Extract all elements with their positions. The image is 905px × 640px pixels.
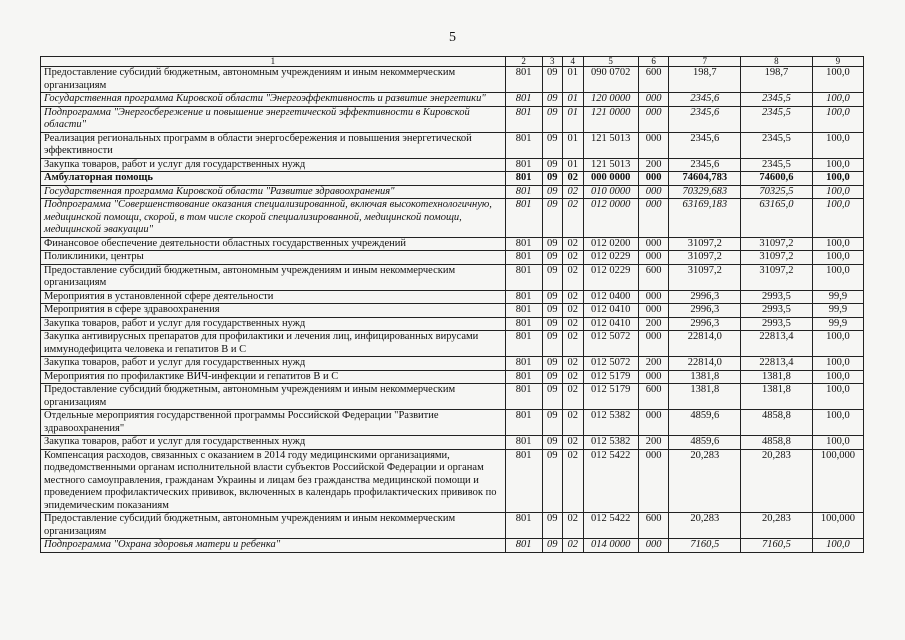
target-article-cell: 000 0000 (583, 172, 638, 186)
actual-amount-cell: 2345,5 (741, 106, 813, 132)
table-row (41, 304, 864, 318)
subsection-code-cell: 02 (563, 251, 583, 265)
section-code-cell: 09 (542, 513, 562, 539)
planned-amount-cell: 63169,183 (669, 199, 741, 238)
percent-cell: 99,9 (812, 304, 863, 318)
row-name-cell: Мероприятия в сфере здравоохранения (41, 304, 506, 318)
ministry-code-cell: 801 (505, 158, 542, 172)
actual-amount-cell: 20,283 (741, 513, 813, 539)
row-name-cell: Закупка антивирусных препаратов для профилактики и лечения лиц, инфицированных вирусами иммунодефицита человека и гепатитов В и С (41, 331, 506, 357)
percent-cell: 100,0 (812, 93, 863, 107)
percent-cell: 100,0 (812, 199, 863, 238)
row-name-cell: Подпрограмма "Совершенствование оказания специализированной, включая высокотехнологичную, медицинской помощи, скорой, в том числе скорой специализированной, медицинской помощи, медицинской эвакуации" (41, 199, 506, 238)
row-name-cell: Предоставление субсидий бюджетным, автономным учреждениям и иным некоммерческим организациям (41, 264, 506, 290)
actual-amount-cell: 4858,8 (741, 410, 813, 436)
expense-type-cell: 200 (638, 158, 669, 172)
percent-cell: 100,0 (812, 436, 863, 450)
planned-amount-cell: 2345,6 (669, 132, 741, 158)
actual-amount-cell: 2345,5 (741, 158, 813, 172)
ministry-code-cell: 801 (505, 331, 542, 357)
target-article-cell: 014 0000 (583, 539, 638, 553)
column-number-header: 4 (563, 57, 583, 67)
expense-type-cell: 000 (638, 449, 669, 513)
planned-amount-cell: 31097,2 (669, 237, 741, 251)
subsection-code-cell: 02 (563, 513, 583, 539)
row-name-cell: Предоставление субсидий бюджетным, автономным учреждениям и иным некоммерческим организациям (41, 384, 506, 410)
row-name-cell: Закупка товаров, работ и услуг для государственных нужд (41, 357, 506, 371)
planned-amount-cell: 2996,3 (669, 290, 741, 304)
ministry-code-cell: 801 (505, 93, 542, 107)
ministry-code-cell: 801 (505, 357, 542, 371)
row-name-cell: Мероприятия в установленной сфере деятельности (41, 290, 506, 304)
table-row (41, 317, 864, 331)
table-row (41, 106, 864, 132)
table-row (41, 290, 864, 304)
expense-type-cell: 000 (638, 331, 669, 357)
expense-type-cell: 000 (638, 304, 669, 318)
expense-type-cell: 600 (638, 67, 669, 93)
percent-cell: 100,0 (812, 132, 863, 158)
expense-type-cell: 000 (638, 106, 669, 132)
actual-amount-cell: 31097,2 (741, 264, 813, 290)
table-row (41, 251, 864, 265)
target-article-cell: 012 5179 (583, 384, 638, 410)
planned-amount-cell: 31097,2 (669, 251, 741, 265)
ministry-code-cell: 801 (505, 539, 542, 553)
table-row (41, 357, 864, 371)
table-row (41, 185, 864, 199)
ministry-code-cell: 801 (505, 199, 542, 238)
ministry-code-cell: 801 (505, 185, 542, 199)
expense-type-cell: 000 (638, 172, 669, 186)
target-article-cell: 012 0410 (583, 304, 638, 318)
target-article-cell: 012 0000 (583, 199, 638, 238)
actual-amount-cell: 31097,2 (741, 251, 813, 265)
row-name-cell: Закупка товаров, работ и услуг для государственных нужд (41, 317, 506, 331)
target-article-cell: 012 0400 (583, 290, 638, 304)
actual-amount-cell: 74600,6 (741, 172, 813, 186)
subsection-code-cell: 02 (563, 199, 583, 238)
percent-cell: 100,0 (812, 384, 863, 410)
section-code-cell: 09 (542, 410, 562, 436)
target-article-cell: 121 5013 (583, 158, 638, 172)
ministry-code-cell: 801 (505, 410, 542, 436)
planned-amount-cell: 70329,683 (669, 185, 741, 199)
planned-amount-cell: 4859,6 (669, 410, 741, 436)
planned-amount-cell: 74604,783 (669, 172, 741, 186)
section-code-cell: 09 (542, 67, 562, 93)
table-row (41, 370, 864, 384)
target-article-cell: 121 0000 (583, 106, 638, 132)
percent-cell: 100,0 (812, 410, 863, 436)
column-number-header: 2 (505, 57, 542, 67)
column-number-header: 1 (41, 57, 506, 67)
target-article-cell: 012 0229 (583, 264, 638, 290)
actual-amount-cell: 70325,5 (741, 185, 813, 199)
expense-type-cell: 200 (638, 357, 669, 371)
expense-type-cell: 200 (638, 436, 669, 450)
table-row (41, 172, 864, 186)
percent-cell: 100,0 (812, 370, 863, 384)
expense-type-cell: 000 (638, 93, 669, 107)
row-name-cell: Закупка товаров, работ и услуг для государственных нужд (41, 436, 506, 450)
table-row (41, 237, 864, 251)
table-row (41, 513, 864, 539)
actual-amount-cell: 63165,0 (741, 199, 813, 238)
target-article-cell: 010 0000 (583, 185, 638, 199)
expense-type-cell: 000 (638, 410, 669, 436)
row-name-cell: Компенсация расходов, связанных с оказанием в 2014 году медицинскими организациями, подведомственными органам исполнительной власти субъектов Российской Федерации и органам местного самоуправления, гражданам Украины и лицам без гражданства медицинской помощи и проведением профилактических прививок, включенных в календарь профилактических прививок по эпидемическим показаниям (41, 449, 506, 513)
expense-type-cell: 000 (638, 290, 669, 304)
column-number-header: 9 (812, 57, 863, 67)
subsection-code-cell: 02 (563, 384, 583, 410)
table-row (41, 158, 864, 172)
actual-amount-cell: 2345,5 (741, 93, 813, 107)
section-code-cell: 09 (542, 185, 562, 199)
column-number-header: 8 (741, 57, 813, 67)
planned-amount-cell: 2996,3 (669, 304, 741, 318)
subsection-code-cell: 02 (563, 172, 583, 186)
subsection-code-cell: 02 (563, 410, 583, 436)
section-code-cell: 09 (542, 304, 562, 318)
subsection-code-cell: 02 (563, 370, 583, 384)
row-name-cell: Предоставление субсидий бюджетным, автономным учреждениям и иным некоммерческим организациям (41, 513, 506, 539)
section-code-cell: 09 (542, 370, 562, 384)
section-code-cell: 09 (542, 172, 562, 186)
expense-type-cell: 600 (638, 264, 669, 290)
table-row (41, 67, 864, 93)
section-code-cell: 09 (542, 384, 562, 410)
subsection-code-cell: 02 (563, 185, 583, 199)
ministry-code-cell: 801 (505, 449, 542, 513)
row-name-cell: Поликлиники, центры (41, 251, 506, 265)
percent-cell: 100,0 (812, 331, 863, 357)
planned-amount-cell: 198,7 (669, 67, 741, 93)
ministry-code-cell: 801 (505, 106, 542, 132)
actual-amount-cell: 7160,5 (741, 539, 813, 553)
percent-cell: 99,9 (812, 290, 863, 304)
target-article-cell: 012 5382 (583, 410, 638, 436)
actual-amount-cell: 2993,5 (741, 317, 813, 331)
column-number-header: 3 (542, 57, 562, 67)
table-row (41, 539, 864, 553)
planned-amount-cell: 20,283 (669, 449, 741, 513)
table-row (41, 331, 864, 357)
target-article-cell: 012 5382 (583, 436, 638, 450)
section-code-cell: 09 (542, 106, 562, 132)
percent-cell: 100,0 (812, 158, 863, 172)
target-article-cell: 120 0000 (583, 93, 638, 107)
row-name-cell: Государственная программа Кировской области "Развитие здравоохранения" (41, 185, 506, 199)
actual-amount-cell: 22813,4 (741, 357, 813, 371)
ministry-code-cell: 801 (505, 172, 542, 186)
target-article-cell: 012 5072 (583, 357, 638, 371)
actual-amount-cell: 2993,5 (741, 304, 813, 318)
row-name-cell: Закупка товаров, работ и услуг для государственных нужд (41, 158, 506, 172)
row-name-cell: Финансовое обеспечение деятельности областных государственных учреждений (41, 237, 506, 251)
percent-cell: 100,000 (812, 449, 863, 513)
expense-type-cell: 200 (638, 317, 669, 331)
page-number: 5 (449, 30, 456, 45)
ministry-code-cell: 801 (505, 237, 542, 251)
table-body (41, 67, 864, 553)
actual-amount-cell: 1381,8 (741, 384, 813, 410)
actual-amount-cell: 20,283 (741, 449, 813, 513)
row-name-cell: Подпрограмма "Охрана здоровья матери и ребенка" (41, 539, 506, 553)
actual-amount-cell: 198,7 (741, 67, 813, 93)
table-row (41, 436, 864, 450)
section-code-cell: 09 (542, 357, 562, 371)
subsection-code-cell: 01 (563, 67, 583, 93)
column-number-header-row (41, 57, 864, 67)
subsection-code-cell: 02 (563, 357, 583, 371)
subsection-code-cell: 01 (563, 132, 583, 158)
section-code-cell: 09 (542, 317, 562, 331)
subsection-code-cell: 01 (563, 158, 583, 172)
section-code-cell: 09 (542, 251, 562, 265)
actual-amount-cell: 22813,4 (741, 331, 813, 357)
planned-amount-cell: 20,283 (669, 513, 741, 539)
actual-amount-cell: 31097,2 (741, 237, 813, 251)
expense-type-cell: 000 (638, 185, 669, 199)
percent-cell: 100,0 (812, 237, 863, 251)
planned-amount-cell: 2345,6 (669, 106, 741, 132)
budget-table (40, 56, 864, 553)
row-name-cell: Предоставление субсидий бюджетным, автономным учреждениям и иным некоммерческим организациям (41, 67, 506, 93)
expense-type-cell: 000 (638, 251, 669, 265)
expense-type-cell: 000 (638, 132, 669, 158)
ministry-code-cell: 801 (505, 436, 542, 450)
subsection-code-cell: 02 (563, 449, 583, 513)
actual-amount-cell: 2345,5 (741, 132, 813, 158)
section-code-cell: 09 (542, 199, 562, 238)
percent-cell: 100,0 (812, 106, 863, 132)
actual-amount-cell: 1381,8 (741, 370, 813, 384)
percent-cell: 100,000 (812, 513, 863, 539)
planned-amount-cell: 2345,6 (669, 93, 741, 107)
percent-cell: 100,0 (812, 357, 863, 371)
percent-cell: 100,0 (812, 67, 863, 93)
table-row (41, 132, 864, 158)
table-row (41, 93, 864, 107)
target-article-cell: 012 5072 (583, 331, 638, 357)
section-code-cell: 09 (542, 449, 562, 513)
section-code-cell: 09 (542, 539, 562, 553)
expense-type-cell: 000 (638, 539, 669, 553)
percent-cell: 100,0 (812, 185, 863, 199)
target-article-cell: 121 5013 (583, 132, 638, 158)
section-code-cell: 09 (542, 132, 562, 158)
section-code-cell: 09 (542, 264, 562, 290)
column-number-header: 7 (669, 57, 741, 67)
ministry-code-cell: 801 (505, 304, 542, 318)
planned-amount-cell: 2345,6 (669, 158, 741, 172)
target-article-cell: 090 0702 (583, 67, 638, 93)
expense-type-cell: 600 (638, 513, 669, 539)
planned-amount-cell: 22814,0 (669, 357, 741, 371)
target-article-cell: 012 0410 (583, 317, 638, 331)
planned-amount-cell: 22814,0 (669, 331, 741, 357)
subsection-code-cell: 02 (563, 264, 583, 290)
actual-amount-cell: 2993,5 (741, 290, 813, 304)
ministry-code-cell: 801 (505, 513, 542, 539)
target-article-cell: 012 0200 (583, 237, 638, 251)
row-name-cell: Подпрограмма "Энергосбережение и повышение энергетической эффективности в Кировской области" (41, 106, 506, 132)
table-row (41, 449, 864, 513)
row-name-cell: Отдельные мероприятия государственной программы Российской Федерации "Развитие здравоохранения" (41, 410, 506, 436)
ministry-code-cell: 801 (505, 370, 542, 384)
subsection-code-cell: 02 (563, 436, 583, 450)
planned-amount-cell: 31097,2 (669, 264, 741, 290)
subsection-code-cell: 02 (563, 331, 583, 357)
ministry-code-cell: 801 (505, 290, 542, 304)
section-code-cell: 09 (542, 158, 562, 172)
column-number-header: 6 (638, 57, 669, 67)
target-article-cell: 012 0229 (583, 251, 638, 265)
ministry-code-cell: 801 (505, 384, 542, 410)
percent-cell: 100,0 (812, 264, 863, 290)
percent-cell: 100,0 (812, 539, 863, 553)
percent-cell: 99,9 (812, 317, 863, 331)
ministry-code-cell: 801 (505, 317, 542, 331)
subsection-code-cell: 02 (563, 290, 583, 304)
subsection-code-cell: 02 (563, 317, 583, 331)
planned-amount-cell: 1381,8 (669, 384, 741, 410)
ministry-code-cell: 801 (505, 67, 542, 93)
percent-cell: 100,0 (812, 172, 863, 186)
expense-type-cell: 000 (638, 370, 669, 384)
subsection-code-cell: 02 (563, 539, 583, 553)
planned-amount-cell: 2996,3 (669, 317, 741, 331)
ministry-code-cell: 801 (505, 251, 542, 265)
section-code-cell: 09 (542, 237, 562, 251)
subsection-code-cell: 01 (563, 106, 583, 132)
row-name-cell: Государственная программа Кировской области "Энергоэффективность и развитие энергетики" (41, 93, 506, 107)
section-code-cell: 09 (542, 436, 562, 450)
section-code-cell: 09 (542, 331, 562, 357)
subsection-code-cell: 01 (563, 93, 583, 107)
table-row (41, 384, 864, 410)
planned-amount-cell: 7160,5 (669, 539, 741, 553)
row-name-cell: Амбулаторная помощь (41, 172, 506, 186)
planned-amount-cell: 4859,6 (669, 436, 741, 450)
actual-amount-cell: 4858,8 (741, 436, 813, 450)
expense-type-cell: 000 (638, 199, 669, 238)
ministry-code-cell: 801 (505, 132, 542, 158)
target-article-cell: 012 5422 (583, 449, 638, 513)
table-row (41, 199, 864, 238)
section-code-cell: 09 (542, 93, 562, 107)
target-article-cell: 012 5422 (583, 513, 638, 539)
section-code-cell: 09 (542, 290, 562, 304)
ministry-code-cell: 801 (505, 264, 542, 290)
target-article-cell: 012 5179 (583, 370, 638, 384)
percent-cell: 100,0 (812, 251, 863, 265)
column-number-header: 5 (583, 57, 638, 67)
table-row (41, 410, 864, 436)
planned-amount-cell: 1381,8 (669, 370, 741, 384)
row-name-cell: Реализация региональных программ в области энергосбережения и повышения энергетической эффективности (41, 132, 506, 158)
row-name-cell: Мероприятия по профилактике ВИЧ-инфекции и гепатитов В и С (41, 370, 506, 384)
table-row (41, 264, 864, 290)
subsection-code-cell: 02 (563, 304, 583, 318)
expense-type-cell: 600 (638, 384, 669, 410)
subsection-code-cell: 02 (563, 237, 583, 251)
expense-type-cell: 000 (638, 237, 669, 251)
